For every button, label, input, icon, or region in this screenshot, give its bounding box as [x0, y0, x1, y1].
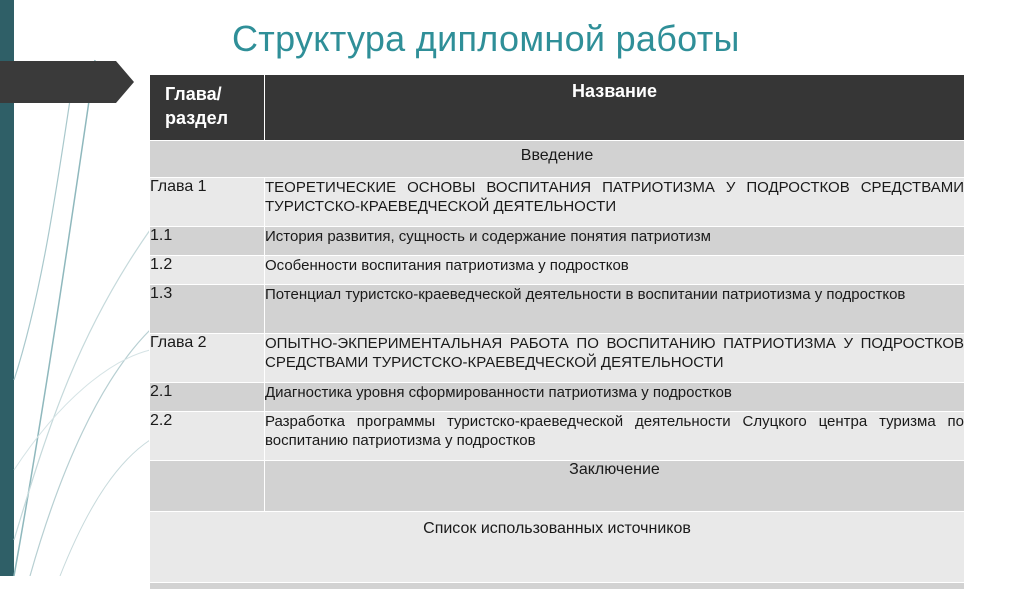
table-row: [150, 227, 965, 256]
table-row-conclusion: [150, 461, 965, 512]
header-title: Название: [265, 75, 965, 141]
row-title: ОПЫТНО-ЭКПЕРИМЕНТАЛЬНАЯ РАБОТА ПО ВОСПИТАНИЮ ПАТРИОТИЗМА У ПОДРОСТКОВ СРЕДСТВАМИ ТУРИСТСКО-КРАЕВЕДЧЕСКОЙ ДЕЯТЕЛЬНОСТИ: [265, 334, 965, 383]
row-number: Глава 1: [150, 178, 265, 227]
row-number: 1.2: [150, 256, 265, 285]
header-col1-line2: раздел: [165, 108, 229, 128]
table-row: [150, 334, 965, 383]
row-title: История развития, сущность и содержание понятия патриотизм: [265, 227, 965, 256]
row-number: Глава 2: [150, 334, 265, 383]
table-row: [150, 383, 965, 412]
sources-cell: Список использованных источников: [150, 512, 965, 583]
row-number: 2.1: [150, 383, 265, 412]
structure-table: [149, 74, 965, 590]
row-number: 1.1: [150, 227, 265, 256]
intro-cell: Введение: [150, 141, 965, 178]
conclusion-cell: Заключение: [265, 461, 965, 512]
row-number: 2.2: [150, 412, 265, 461]
table-row: [150, 256, 965, 285]
row-title: Потенциал туристско-краеведческой деятельности в воспитании патриотизма у подростков: [265, 285, 965, 334]
row-title: Особенности воспитания патриотизма у подростков: [265, 256, 965, 285]
row-title: Диагностика уровня сформированности патриотизма у подростков: [265, 383, 965, 412]
table-row-sources: [150, 512, 965, 583]
table-row-intro: [150, 141, 965, 178]
conclusion-empty-cell: [150, 461, 265, 512]
table-row: [150, 412, 965, 461]
table-row: [150, 285, 965, 334]
table-row: [150, 178, 965, 227]
slide-title: Структура дипломной работы: [232, 18, 740, 59]
title-marker-arrow: [0, 61, 134, 103]
tail-cell: [150, 583, 965, 590]
header-chapter-section: [150, 75, 265, 141]
table-header-row: [150, 75, 965, 141]
row-title: Разработка программы туристско-краеведческой деятельности Слуцкого центра туризма по воспитанию патриотизма у подростков: [265, 412, 965, 461]
header-col1-line1: Глава/: [165, 84, 222, 104]
table-row-tail: [150, 583, 965, 590]
row-title: ТЕОРЕТИЧЕСКИЕ ОСНОВЫ ВОСПИТАНИЯ ПАТРИОТИЗМА У ПОДРОСТКОВ СРЕДСТВАМИ ТУРИСТСКО-КРАЕВЕДЧЕСКОЙ ДЕЯТЕЛЬНОСТИ: [265, 178, 965, 227]
row-number: 1.3: [150, 285, 265, 334]
